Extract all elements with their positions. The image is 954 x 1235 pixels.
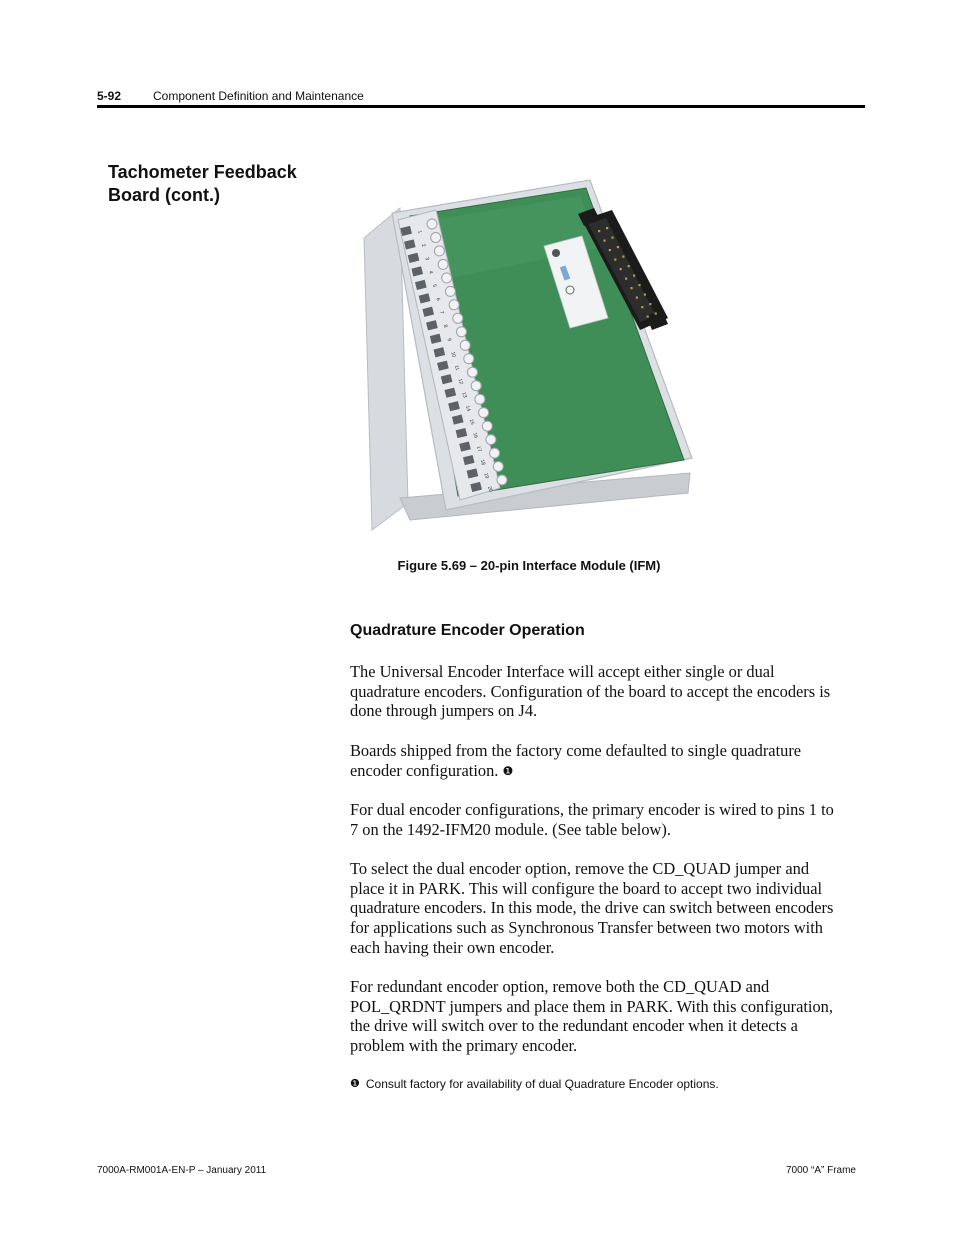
figure-caption: Figure 5.69 – 20-pin Interface Module (IFM) <box>397 558 661 573</box>
terminal-screw <box>460 340 470 350</box>
paragraph-line-text: encoder configuration. <box>350 760 499 780</box>
terminal-number: 7 <box>438 310 445 316</box>
terminal-number: 12 <box>456 377 465 386</box>
terminal-screw <box>464 354 474 364</box>
connector-pin <box>606 227 608 229</box>
terminal-number: 4 <box>427 270 434 275</box>
terminal-number: 17 <box>474 445 483 453</box>
connector-pin <box>630 287 632 289</box>
terminal-screw <box>442 273 452 283</box>
ifm-module-illustration <box>350 158 708 541</box>
footnote-ref-marker: ❶ <box>502 763 514 778</box>
paragraph-line: For dual encoder configurations, the primary encoder is wired to pins 1 to <box>350 800 834 819</box>
header-rule <box>97 105 865 108</box>
paragraph-line: 7 on the 1492-IFM20 module. (See table below). <box>350 819 671 839</box>
paragraph-3 <box>350 800 865 839</box>
terminal-number: 11 <box>452 364 461 372</box>
header-title: Component Definition and Maintenance <box>153 89 364 103</box>
paragraph-line: POL_QRDNT jumpers and place them in PARK. With this configuration, <box>350 996 833 1016</box>
terminal-number: 20 <box>486 485 494 493</box>
connector-pin <box>641 306 643 308</box>
terminal-number: 19 <box>482 472 490 480</box>
paragraph-line: the drive will switch over to the redundant encoder when it detects a <box>350 1016 798 1036</box>
connector-pin <box>598 230 600 232</box>
terminal-number: 15 <box>467 418 476 426</box>
terminal-screw <box>497 475 507 485</box>
page-header <box>97 88 865 110</box>
terminal-screw <box>479 408 489 418</box>
paragraph-line: quadrature encoders. In this mode, the drive can switch between encoders <box>350 898 834 918</box>
paragraph-5 <box>350 977 865 1056</box>
terminal-screw <box>431 233 441 243</box>
footer-product-name: 7000 “A” Frame <box>785 1165 856 1176</box>
connector-pin <box>636 297 638 299</box>
paragraph-line <box>350 761 865 782</box>
terminal-number: 5 <box>430 283 438 289</box>
paragraph-line: place it in PARK. This will configure the board to accept two individual <box>350 878 823 898</box>
terminal-number: 13 <box>460 391 468 399</box>
connector-pin <box>609 249 611 251</box>
terminal-number: 10 <box>449 351 457 359</box>
paragraph-line: each having their own encoder. <box>350 937 555 957</box>
figure-ifm-photo <box>350 158 708 541</box>
footnote-text: Consult factory for availability of dual Quadrature Encoder options. <box>365 1077 719 1091</box>
page-number: 5-92 <box>97 89 122 103</box>
terminal-number: 18 <box>478 458 487 467</box>
paragraph-line: quadrature encoders. Configuration of the board to accept the encoders is <box>350 681 831 701</box>
terminal-screw <box>475 394 485 404</box>
paragraph-line: Boards shipped from the factory come defaulted to single quadrature <box>350 741 802 760</box>
connector-pin <box>620 268 622 270</box>
connector-pin <box>633 275 635 277</box>
terminal-number: 8 <box>441 324 449 329</box>
terminal-number: 16 <box>471 431 479 440</box>
connector-pin <box>647 316 649 318</box>
connector-pin <box>611 237 613 239</box>
paragraph-line: for applications such as Synchronous Transfer between two motors with <box>350 918 823 938</box>
terminal-screw <box>449 300 459 310</box>
connector-pin <box>614 259 616 261</box>
connector-pin <box>649 303 651 305</box>
connector-pin <box>628 265 630 267</box>
side-heading-line-1: Tachometer Feedback <box>108 162 297 182</box>
terminal-number: 2 <box>419 243 427 248</box>
connector-pin <box>638 284 640 286</box>
connector-pin <box>617 246 619 248</box>
paragraph-line: problem with the primary encoder. <box>350 1036 578 1056</box>
paragraph-2 <box>350 741 865 781</box>
paragraph-line: done through jumpers on J4. <box>350 701 538 721</box>
terminal-screw <box>427 219 437 229</box>
side-heading-line-2: Board (cont.) <box>108 185 220 205</box>
terminal-screw <box>438 259 448 269</box>
footnote <box>350 1077 719 1091</box>
side-heading <box>108 161 328 207</box>
terminal-screw <box>493 462 503 472</box>
footer-publication-id: 7000A-RM001A-EN-P – January 2011 <box>97 1165 267 1176</box>
terminal-screw <box>482 421 492 431</box>
terminal-number: 9 <box>445 337 453 343</box>
connector-pin <box>603 240 605 242</box>
paragraph-line: The Universal Encoder Interface will accept either single or dual <box>350 662 775 681</box>
terminal-screw <box>434 246 444 256</box>
terminal-number: 3 <box>423 256 431 262</box>
terminal-screw <box>471 381 481 391</box>
terminal-number: 14 <box>463 404 472 413</box>
paragraph-line: To select the dual encoder option, remove the CD_QUAD jumper and <box>350 859 810 878</box>
terminal-screw <box>453 313 463 323</box>
terminal-number: 6 <box>434 297 442 302</box>
connector-pin <box>622 256 624 258</box>
terminal-number: 1 <box>416 229 423 235</box>
paragraph-1 <box>350 662 865 721</box>
section-title: Quadrature Encoder Operation <box>350 622 585 639</box>
terminal-screw <box>445 286 455 296</box>
terminal-screw <box>490 448 500 458</box>
footnote-marker: ❶ <box>350 1077 360 1090</box>
terminal-screw <box>457 327 467 337</box>
connector-pin <box>655 313 657 315</box>
connector-pin <box>644 294 646 296</box>
connector-pin <box>625 278 627 280</box>
paragraph-4 <box>350 859 865 958</box>
paragraph-line: For redundant encoder option, remove both the CD_QUAD and <box>350 977 770 996</box>
terminal-screw <box>468 367 478 377</box>
terminal-screw <box>486 435 496 445</box>
